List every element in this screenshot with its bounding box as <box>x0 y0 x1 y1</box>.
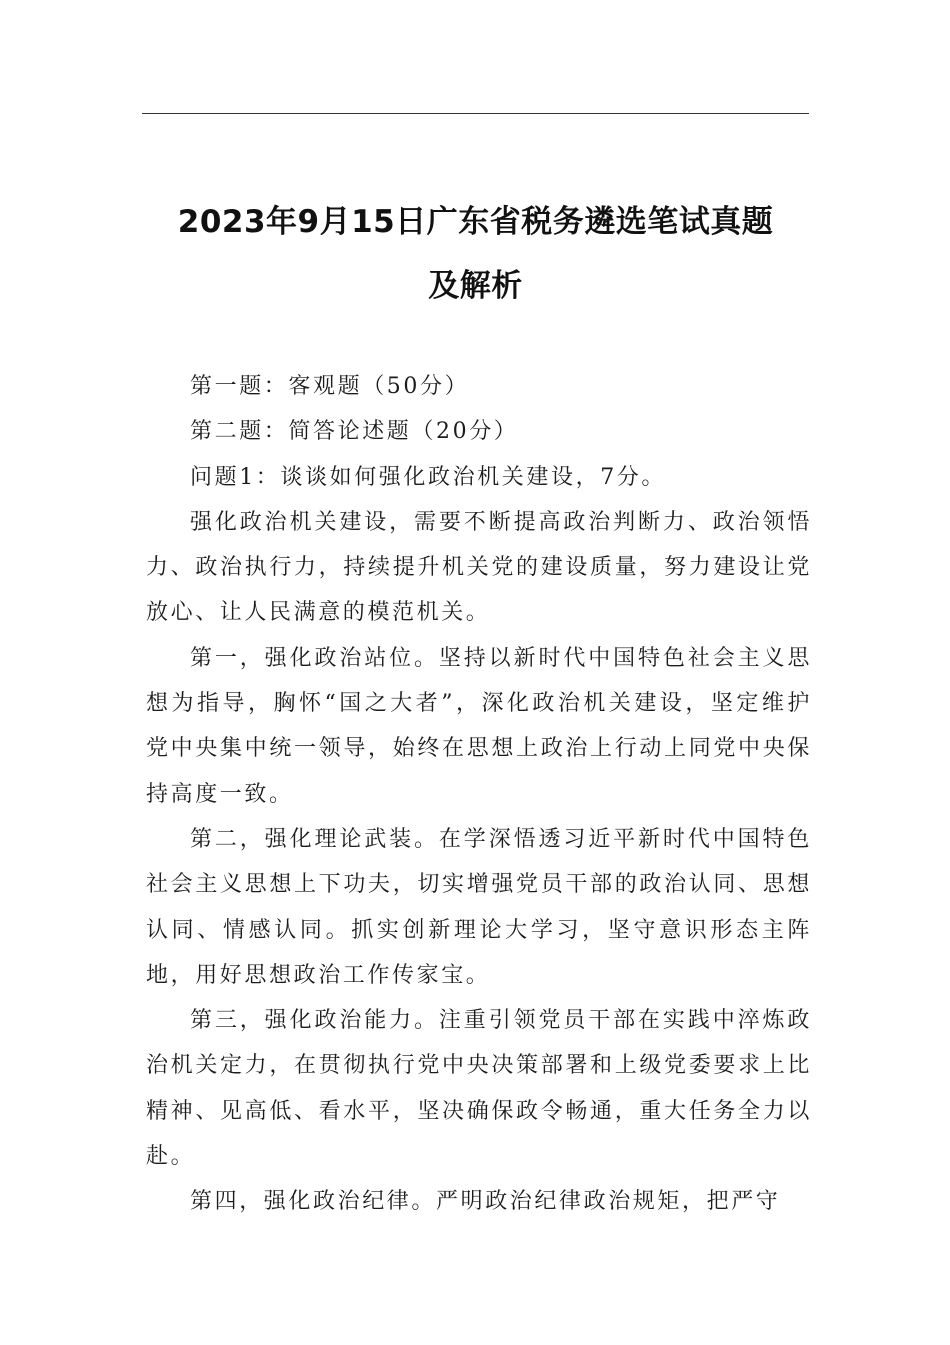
answer-point-4: 第四，强化政治纪律。严明政治纪律政治规矩，把严守 <box>190 1189 781 1215</box>
header-rule <box>142 113 809 114</box>
answer-intro-paragraph: 强化政治机关建设，需要不断提高政治判断力、政治领悟力、政治执行力，持续提升机关党的建设质量，努力建设让党放心、让人民满意的模范机关。 <box>146 509 812 626</box>
title-line-1: 2023年9月15日广东省税务遴选笔试真题 <box>177 204 774 240</box>
answer-point-2: 第二，强化理论武装。在学深悟透习近平新时代中国特色社会主义思想上下功夫，切实增强党员干部的政治认同、思想认同、情感认同。抓实创新理论大学习，坚守意识形态主阵地，用好思想政治工作传家宝。 <box>146 826 812 988</box>
question-1: 问题1：谈谈如何强化政治机关建设，7分。 <box>190 464 666 490</box>
document-title <box>142 190 809 318</box>
answer-point-3: 第三，强化政治能力。注重引领党员干部在实践中淬炼政治机关定力，在贯彻执行党中央决策部署和上级党委要求上比精神、见高低、看水平，坚决确保政令畅通，重大任务全力以赴。 <box>146 1008 812 1170</box>
section-heading-essay: 第二题：简答论述题（20分） <box>190 419 519 445</box>
section-heading-objective: 第一题：客观题（50分） <box>190 374 470 399</box>
title-line-2: 及解析 <box>428 268 523 304</box>
document-body <box>146 364 812 1225</box>
answer-point-1: 第一，强化政治站位。坚持以新时代中国特色社会主义思想为指导，胸怀“国之大者”，深化政治机关建设，坚定维护党中央集中统一领导，始终在思想上政治上行动上同党中央保持高度一致。 <box>146 645 812 807</box>
